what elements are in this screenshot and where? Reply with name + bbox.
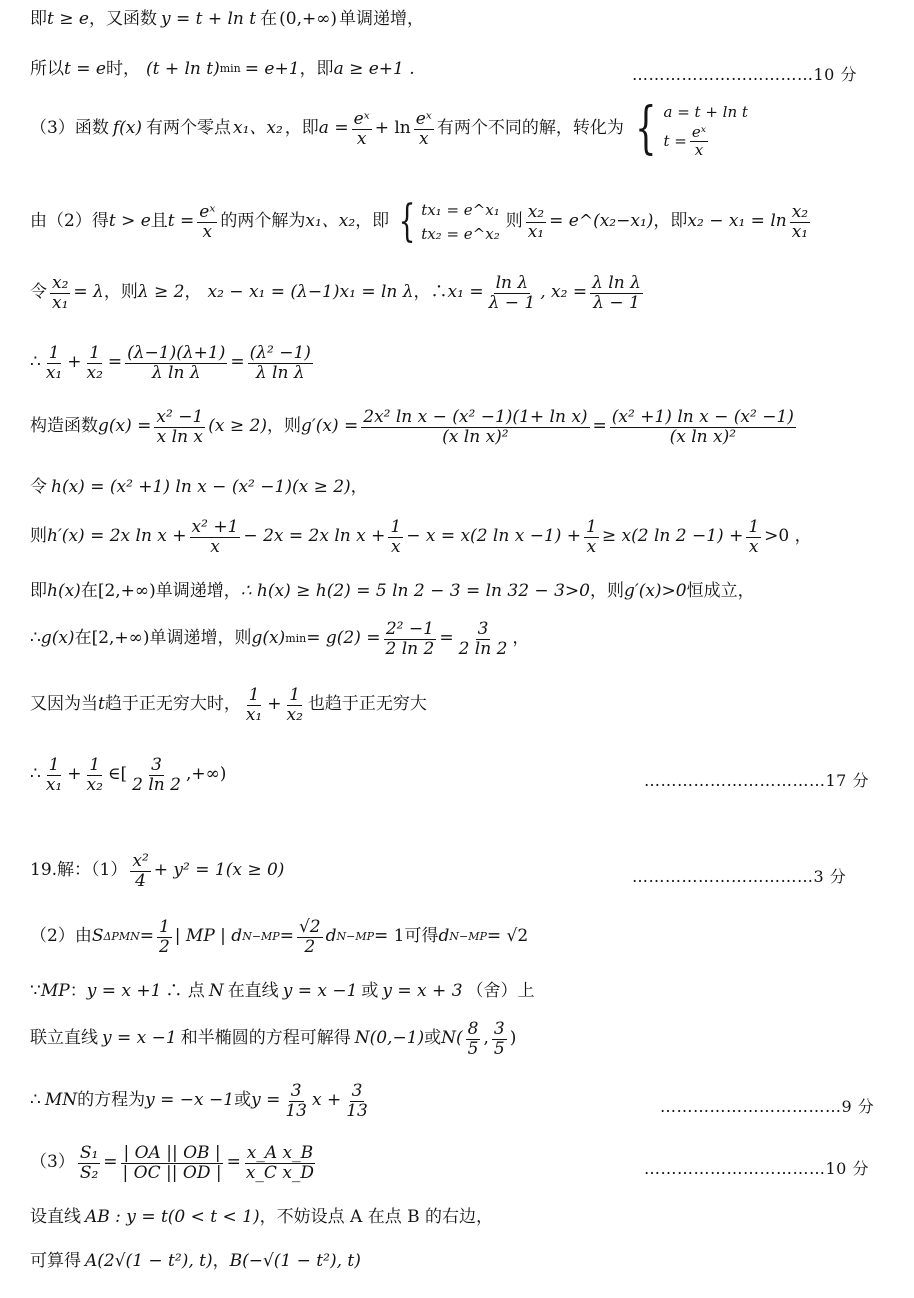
- subscript: min: [219, 62, 241, 76]
- math: x +: [311, 1090, 342, 1111]
- math: = e+1: [244, 59, 300, 79]
- line-18: [30, 1082, 373, 1120]
- fraction: $\frac{\text{eˣ}}{x}$: [353, 108, 370, 149]
- line-9: [30, 518, 812, 556]
- text: 即: [30, 9, 47, 29]
- text: 可算得: [30, 1251, 81, 1271]
- math: =: [226, 1152, 241, 1173]
- fraction: $\frac{1}{x}$: [390, 517, 402, 557]
- text: 令: [30, 477, 47, 497]
- text: 或: [234, 1090, 252, 1111]
- text: 且: [150, 211, 168, 232]
- line-6: [30, 344, 316, 382]
- fraction: $\frac{\text{x² +1}}{x}$: [191, 517, 239, 557]
- score-10-b: ……………………………10 分: [644, 1159, 869, 1178]
- line-5: [30, 274, 646, 312]
- math: f(x): [112, 118, 142, 139]
- math: = 1: [374, 926, 405, 947]
- line-4: [30, 198, 813, 246]
- math: g′(x)>0: [623, 581, 687, 601]
- text: ，: [184, 282, 202, 303]
- question-label: 19.解：（1）: [30, 860, 128, 881]
- math: ,+∞): [185, 764, 227, 785]
- math: y =: [251, 1090, 281, 1111]
- math: y = x + 3: [382, 981, 463, 1001]
- math: ): [509, 1028, 517, 1049]
- text: 的方程为: [77, 1090, 146, 1111]
- text: 又因为当: [30, 694, 98, 715]
- math: +: [67, 764, 82, 785]
- math: MP: [40, 981, 70, 1001]
- fraction: $\frac{\text{eˣ}}{x}$: [199, 201, 216, 242]
- fraction: $\frac{\text{(x² +1) ln x − (x² −1)}}{\text{(x ln x)²}}$: [611, 407, 794, 447]
- math: a ≥ e+1 .: [333, 59, 415, 79]
- math: +: [67, 352, 82, 373]
- fraction: $\frac{1}{2}$: [158, 917, 170, 957]
- math: | MP | d: [174, 926, 243, 947]
- text: 可得: [404, 926, 439, 947]
- text: ，则: [589, 581, 624, 601]
- text: 联立直线: [30, 1028, 98, 1049]
- text: 也趋于正无穷大: [307, 694, 427, 715]
- fraction: $\frac{\text{λ ln λ}}{\lambda - 1}$: [592, 273, 641, 313]
- text: 趋于正无穷大时，: [104, 694, 241, 715]
- math: ,: [483, 1028, 489, 1049]
- line-11: [30, 620, 529, 658]
- fraction: $\frac{\text{x₂}}{\text{x₁}}$: [527, 201, 545, 242]
- line-21: [30, 1252, 361, 1272]
- math: = g(2) =: [306, 628, 381, 649]
- math: a =: [318, 118, 349, 139]
- fraction: $\frac{1}{\text{x₂}}$: [86, 343, 103, 383]
- text: ，即: [284, 118, 319, 139]
- text: 或: [361, 981, 379, 1001]
- math: t > e: [108, 211, 151, 232]
- math: d: [325, 926, 337, 947]
- math: =: [230, 352, 245, 373]
- math: ∈[: [107, 764, 128, 785]
- math: t = e: [64, 59, 106, 79]
- line-16: [30, 982, 535, 1002]
- fraction: $\frac{3}{2 \ln 2}$: [132, 755, 181, 795]
- text: ，即: [299, 59, 334, 79]
- text: 即: [30, 581, 47, 601]
- line-15: [30, 918, 528, 956]
- math: h(x) = (x² +1) ln x − (x² −1)(x ≥ 2): [51, 477, 351, 497]
- text: 在: [260, 9, 278, 29]
- math: x₁、x₂: [305, 211, 356, 232]
- math: [2,+∞): [91, 628, 150, 649]
- text: 则: [505, 211, 523, 232]
- line-10: [30, 582, 755, 602]
- line-3: [30, 95, 748, 161]
- fraction: $\frac{| OA || OB |}{| OC || OD |}$: [122, 1143, 222, 1183]
- math: = √2: [486, 926, 529, 947]
- math: x₁、x₂: [232, 118, 283, 139]
- fraction: $\frac{(\lambda-1)(\lambda+1)}{\text{λ ln λ}}$: [127, 343, 226, 383]
- text: 时，: [105, 59, 140, 79]
- line-8: [30, 478, 368, 498]
- math: B(−√(1 − t²), t): [229, 1251, 361, 1271]
- math: λ ≥ 2: [137, 282, 185, 303]
- math: g′(x) =: [301, 416, 359, 437]
- text: 在直线: [227, 981, 279, 1001]
- math: y = x −1: [102, 1028, 177, 1049]
- fraction: $\frac{3}{13}$: [346, 1081, 368, 1121]
- fraction: $\frac{\text{x\_A x\_B}}{\text{x\_C x\_D}}$: [245, 1143, 315, 1183]
- text: 单调递增，则: [149, 628, 252, 649]
- text: ，∴: [413, 282, 448, 303]
- math: − x = x(2 ln x −1) +: [406, 526, 582, 547]
- subscript: N−MP: [242, 929, 280, 943]
- math: =: [592, 416, 607, 437]
- math: h(x): [47, 581, 81, 601]
- fraction: $\frac{1}{\text{x₂}}$: [286, 685, 303, 725]
- text: 则: [30, 526, 47, 547]
- subscript: N−MP: [336, 929, 375, 943]
- text: 单调递增，: [339, 9, 425, 29]
- text: ∴ 点: [165, 981, 205, 1001]
- fraction: $\frac{8}{5}$: [467, 1019, 479, 1059]
- line-2: [30, 60, 415, 80]
- math: + y² = 1(x ≥ 0): [153, 860, 285, 881]
- line-12: [30, 686, 427, 724]
- math: g(x) =: [98, 416, 152, 437]
- text: 令: [30, 282, 47, 303]
- fraction: $\frac{√2}{2}$: [298, 917, 321, 957]
- line-20: [30, 1208, 493, 1228]
- text: 有两个不同的解，转化为: [436, 118, 624, 139]
- line-19: [30, 1144, 319, 1182]
- math: N(0,−1): [354, 1028, 425, 1049]
- math: = e^(x₂−x₁): [549, 211, 654, 232]
- text: ∴: [30, 764, 41, 785]
- text: ，: [350, 477, 368, 497]
- math: N: [208, 981, 224, 1001]
- text: （3）: [30, 1152, 75, 1173]
- line-14: [30, 852, 284, 890]
- math: , x₂ =: [540, 282, 588, 303]
- math: y = x −1: [282, 981, 358, 1001]
- math: +: [267, 694, 282, 715]
- text: 在: [74, 628, 92, 649]
- fraction: $\frac{1}{x}$: [748, 517, 760, 557]
- math: =: [279, 926, 294, 947]
- text: 设直线: [30, 1207, 81, 1227]
- score-10-a: ……………………………10 分: [632, 65, 857, 84]
- line-1: [30, 10, 424, 30]
- math: d: [438, 926, 450, 947]
- text: （3）函数: [30, 118, 109, 139]
- math: t =: [167, 211, 195, 232]
- math: >0 ，: [764, 526, 812, 547]
- text: ，不妨设点 A 在点 B 的右边，: [259, 1207, 494, 1227]
- math: AB : y = t(0 < t < 1): [85, 1207, 260, 1227]
- fraction: $\frac{\text{eˣ}}{x}$: [415, 108, 432, 149]
- math: [2,+∞): [97, 581, 156, 601]
- math: t: [98, 694, 105, 715]
- text: ，: [212, 1251, 230, 1271]
- fraction: $\frac{1}{\text{x₁}}$: [45, 755, 63, 795]
- text: 在: [80, 581, 98, 601]
- fraction: $\frac{1}{\text{x₁}}$: [45, 343, 63, 383]
- text: ，: [512, 628, 530, 649]
- text: 由（2）得: [30, 211, 109, 232]
- equation-system: { a = t + ln t t = $\frac{\text{eˣ}}{x}$: [634, 95, 748, 161]
- math: N(: [441, 1028, 463, 1049]
- math: =: [439, 628, 454, 649]
- text: ∵: [30, 981, 41, 1001]
- fraction: $\frac{3}{13}$: [285, 1081, 307, 1121]
- text: ，则: [103, 282, 138, 303]
- math: MN: [44, 1090, 78, 1111]
- subscript: min: [285, 631, 307, 645]
- line-7: [30, 408, 799, 446]
- fraction: $\frac{\text{x₂}}{\text{x₁}}$: [52, 273, 69, 313]
- text: ，则: [267, 416, 301, 437]
- math: (x ≥ 2): [208, 416, 267, 437]
- fraction: $\frac{\text{2² −1}}{2 \ln 2}$: [385, 619, 435, 659]
- score-17: ……………………………17 分: [644, 771, 869, 790]
- score-9: ……………………………9 分: [660, 1097, 875, 1116]
- fraction: $\frac{1}{\text{x₁}}$: [245, 685, 263, 725]
- fraction: $\frac{\text{ln λ}}{\lambda - 1}$: [488, 273, 536, 313]
- fraction: $\frac{3}{5}$: [493, 1019, 505, 1059]
- math: g(x): [251, 628, 286, 649]
- math: =: [139, 926, 154, 947]
- score-3: ……………………………3 分: [632, 867, 847, 886]
- text: （舍）上: [466, 981, 535, 1001]
- math: − 2x = 2x ln x +: [243, 526, 386, 547]
- math: t ≥ e: [47, 9, 89, 29]
- fraction: $\frac{\text{(λ² −1)}}{\text{λ ln λ}}$: [249, 343, 311, 383]
- fraction: $\frac{\text{S₁}}{\text{S₂}}$: [79, 1143, 99, 1183]
- text: （2）由: [30, 926, 92, 947]
- math: ≥ x(2 ln 2 −1) +: [601, 526, 744, 547]
- text: 恒成立，: [686, 581, 755, 601]
- math: x₂ − x₁ = (λ−1)x₁ = ln λ: [207, 282, 414, 303]
- text: 构造函数: [30, 416, 98, 437]
- text: 和半椭圆的方程可解得: [180, 1028, 351, 1049]
- text: ，即: [355, 211, 390, 232]
- math: S: [91, 926, 104, 947]
- fraction: $\frac{1}{x}$: [586, 517, 597, 557]
- subscript: N−MP: [449, 929, 487, 943]
- math: y = t + ln t: [160, 9, 257, 29]
- math: y = −x −1: [145, 1090, 235, 1111]
- text: 的两个解为: [220, 211, 306, 232]
- text: ，又函数: [88, 9, 157, 29]
- text: ∴: [30, 1090, 41, 1111]
- line-13: [30, 756, 226, 794]
- math: =: [103, 1152, 118, 1173]
- math: A(2√(1 − t²), t): [85, 1251, 213, 1271]
- math: x₂ − x₁ = ln: [687, 211, 787, 232]
- math: g(x): [40, 628, 75, 649]
- fraction: $\frac{1}{\text{x₂}}$: [86, 755, 103, 795]
- fraction: $\frac{3}{2 \ln 2}$: [458, 619, 508, 659]
- math: =: [107, 352, 123, 373]
- text: ∴: [30, 352, 41, 373]
- text: ：: [69, 981, 87, 1001]
- fraction: $\frac{\text{2x² ln x − (x² −1)(1+ ln x)}}{\text{(x ln x)²}}$: [363, 407, 588, 447]
- fraction: $\frac{\text{x₂}}{\text{x₁}}$: [791, 201, 809, 242]
- text: 所以: [30, 59, 64, 79]
- text: ∴: [30, 628, 41, 649]
- math: ∴ h(x) ≥ h(2) = 5 ln 2 − 3 = ln 32 − 3>0: [240, 581, 590, 601]
- equation-system: { tx₁ = e^x₁ tx₂ = e^x₂: [398, 196, 500, 248]
- text: 有两个零点: [145, 118, 231, 139]
- math: (t + ln t): [145, 59, 220, 79]
- math: y = x +1: [86, 981, 162, 1001]
- math: h′(x) = 2x ln x +: [47, 526, 187, 547]
- math: (0,+∞): [279, 9, 338, 29]
- text: ，即: [653, 211, 688, 232]
- math: x₁ =: [447, 282, 484, 303]
- math: = λ: [73, 282, 104, 303]
- subscript: ΔPMN: [103, 929, 140, 943]
- text: 或: [424, 1028, 442, 1049]
- text: 单调递增，: [155, 581, 241, 601]
- fraction: $\frac{\text{x²}}{4}$: [132, 851, 149, 891]
- line-17: [30, 1020, 516, 1058]
- fraction: $\frac{\text{x² −1}}{\text{x ln x}}$: [156, 407, 204, 447]
- math: + ln: [374, 118, 411, 139]
